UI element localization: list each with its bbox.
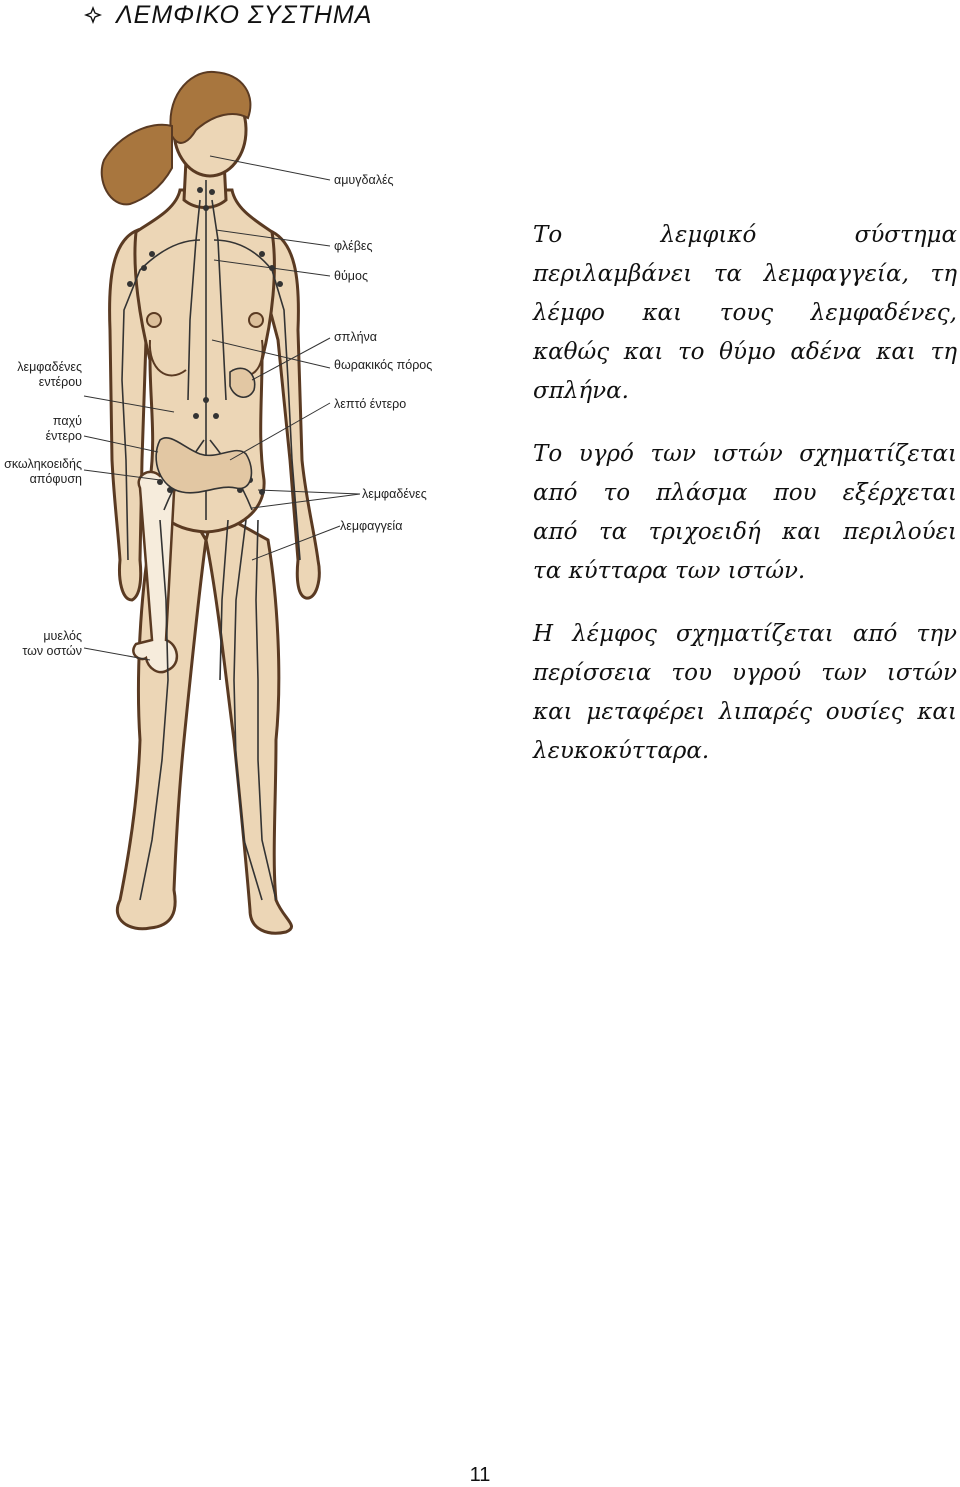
lymphatic-system-figure — [0, 40, 440, 940]
paragraph-3-line: και μεταφέρει λιπαρές ουσίες και — [533, 699, 957, 725]
heading-title: ΛΕΜΦΙΚΟ ΣΥΣΤΗΜΑ — [116, 0, 373, 29]
paragraph-1-line: καθώς και το θύμο αδένα και τη — [533, 339, 957, 365]
paragraph-1 — [533, 216, 957, 411]
label-large-intestine: παχύ έντερο — [45, 414, 82, 443]
label-thymus: θύμος — [334, 269, 368, 283]
paragraph-1-line: περιλαμβάνει τα λεμφαγγεία, τη — [533, 261, 957, 287]
labels-left — [4, 360, 82, 658]
paragraph-3-line: Η λέμφος σχηματίζεται από την — [533, 621, 957, 647]
label-thoracic-duct: θωρακικός πόρος — [334, 358, 433, 372]
paragraph-1-line: σπλήνα. — [533, 378, 629, 404]
page-number: 11 — [469, 1464, 491, 1486]
label-bone-marrow: μυελός των οστών — [22, 629, 82, 658]
labels-right — [334, 173, 432, 533]
label-intestinal-nodes: λεμφαδένες εντέρου — [17, 360, 82, 389]
paragraph-2-line: από τα τριχοειδή και περιλούει — [533, 519, 957, 545]
label-veins: φλέβες — [334, 239, 373, 253]
spleen-illustration — [230, 368, 255, 397]
body-illustration — [0, 40, 440, 940]
label-appendix: σκωληκοειδής απόφυση — [4, 457, 82, 486]
page-heading — [82, 0, 372, 30]
paragraph-3-line: περίσσεια του υγρού των ιστών — [533, 660, 957, 686]
paragraph-2-line: τα κύτταρα των ιστών. — [533, 558, 806, 584]
paragraph-3-line: λευκοκύτταρα. — [533, 738, 710, 764]
diamond-bullet-icon — [82, 4, 104, 26]
label-lymph-vessels: λεμφαγγεία — [340, 519, 403, 533]
paragraph-2-line: Το υγρό των ιστών σχηματίζεται — [533, 441, 957, 467]
paragraph-1-line: Το λεμφικό σύστημα — [533, 222, 957, 248]
paragraph-2 — [533, 435, 957, 591]
label-tonsils: αμυγδαλές — [334, 173, 394, 187]
label-small-intestine: λεπτό έντερο — [334, 397, 407, 411]
paragraph-3 — [533, 615, 957, 771]
label-lymph-nodes: λεμφαδένες — [362, 487, 427, 501]
text-column — [533, 216, 957, 795]
label-spleen: σπλήνα — [334, 330, 378, 344]
paragraph-2-line: από το πλάσμα που εξέρχεται — [533, 480, 957, 506]
paragraph-1-line: λέμφο και τους λεμφαδένες, — [533, 300, 957, 326]
